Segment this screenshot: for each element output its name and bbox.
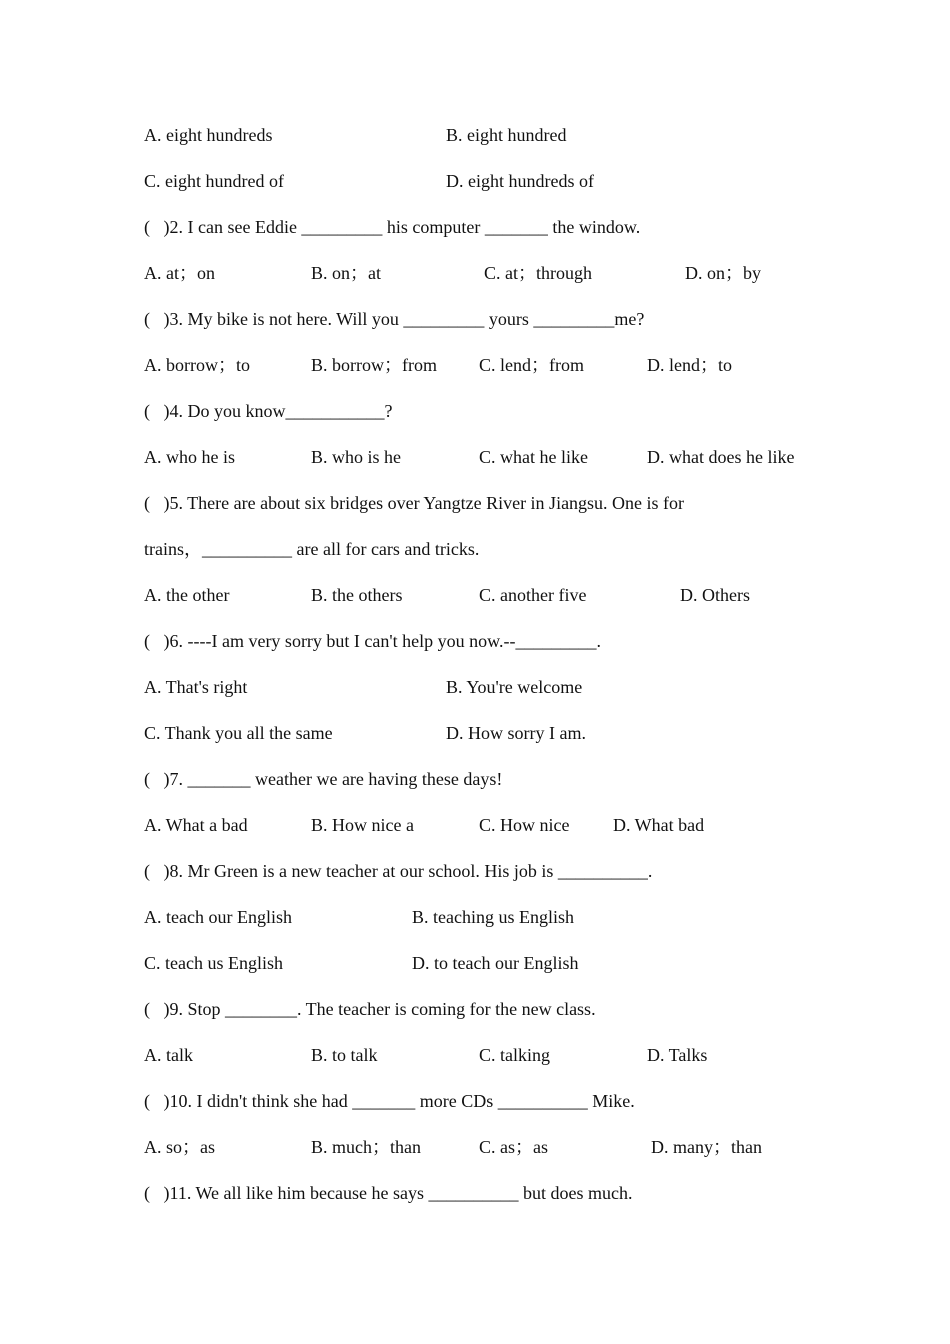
q10-option-a: A. so；as xyxy=(144,1137,215,1157)
q1-options-row-1 xyxy=(0,122,950,148)
q10-option-b: B. much；than xyxy=(311,1137,421,1157)
q1-options-row-2 xyxy=(0,168,950,194)
q7-option-c: C. How nice xyxy=(479,815,570,835)
q11-stem: ( )11. We all like him because he says __________ but does much. xyxy=(144,1183,633,1203)
q3-option-d: D. lend；to xyxy=(647,355,732,375)
q9-option-c: C. talking xyxy=(479,1045,550,1065)
q5-option-b: B. the others xyxy=(311,585,403,605)
q4-stem: ( )4. Do you know___________? xyxy=(144,401,393,421)
q3-stem: ( )3. My bike is not here. Will you _________ yours _________me? xyxy=(144,309,645,329)
q4-options xyxy=(0,444,950,470)
q4-option-b: B. who is he xyxy=(311,447,401,467)
q8-stem: ( )8. Mr Green is a new teacher at our school. His job is __________. xyxy=(144,861,653,881)
q10-option-c: C. as；as xyxy=(479,1137,548,1157)
q7-stem: ( )7. _______ weather we are having these days! xyxy=(144,769,503,789)
q6-options-row-2 xyxy=(0,720,950,746)
q3-option-a: A. borrow；to xyxy=(144,355,250,375)
q2-options xyxy=(0,260,950,286)
q2-option-b: B. on；at xyxy=(311,263,381,283)
q6-option-c: C. Thank you all the same xyxy=(144,723,333,743)
q3-option-c: C. lend；from xyxy=(479,355,584,375)
q2-option-c: C. at；through xyxy=(484,263,592,283)
q9-option-d: D. Talks xyxy=(647,1045,708,1065)
q4-option-c: C. what he like xyxy=(479,447,588,467)
q9-option-a: A. talk xyxy=(144,1045,193,1065)
q1-option-c: C. eight hundred of xyxy=(144,171,284,191)
q2-option-d: D. on；by xyxy=(685,263,761,283)
q5-option-d: D. Others xyxy=(680,585,750,605)
q2-option-a: A. at；on xyxy=(144,263,215,283)
q6-options-row-1 xyxy=(0,674,950,700)
q9-stem: ( )9. Stop ________. The teacher is coming for the new class. xyxy=(144,999,596,1019)
q6-option-d: D. How sorry I am. xyxy=(446,723,586,743)
q8-option-b: B. teaching us English xyxy=(412,907,574,927)
q8-option-d: D. to teach our English xyxy=(412,953,579,973)
q5-stem: ( )5. There are about six bridges over Yangtze River in Jiangsu. One is for xyxy=(144,493,685,513)
q7-option-b: B. How nice a xyxy=(311,815,414,835)
q5-stem-continued: trains，__________ are all for cars and tricks. xyxy=(144,539,480,559)
q10-options xyxy=(0,1134,950,1160)
q1-option-d: D. eight hundreds of xyxy=(446,171,594,191)
q5-options xyxy=(0,582,950,608)
q5-option-a: A. the other xyxy=(144,585,230,605)
q6-option-a: A. That's right xyxy=(144,677,248,697)
q3-option-b: B. borrow；from xyxy=(311,355,437,375)
q2-stem: ( )2. I can see Eddie _________ his computer _______ the window. xyxy=(144,217,641,237)
q5-option-c: C. another five xyxy=(479,585,587,605)
q9-options xyxy=(0,1042,950,1068)
q10-option-d: D. many；than xyxy=(651,1137,762,1157)
q6-option-b: B. You're welcome xyxy=(446,677,583,697)
q9-option-b: B. to talk xyxy=(311,1045,378,1065)
q8-options-row-2 xyxy=(0,950,950,976)
q8-option-c: C. teach us English xyxy=(144,953,283,973)
q10-stem: ( )10. I didn't think she had _______ more CDs __________ Mike. xyxy=(144,1091,635,1111)
q1-option-a: A. eight hundreds xyxy=(144,125,273,145)
q4-option-d: D. what does he like xyxy=(647,447,795,467)
q3-options xyxy=(0,352,950,378)
q7-options xyxy=(0,812,950,838)
q6-stem: ( )6. ----I am very sorry but I can't help you now.--_________. xyxy=(144,631,601,651)
q8-options-row-1 xyxy=(0,904,950,930)
q7-option-a: A. What a bad xyxy=(144,815,248,835)
q8-option-a: A. teach our English xyxy=(144,907,292,927)
q1-option-b: B. eight hundred xyxy=(446,125,567,145)
q7-option-d: D. What bad xyxy=(613,815,705,835)
q4-option-a: A. who he is xyxy=(144,447,235,467)
